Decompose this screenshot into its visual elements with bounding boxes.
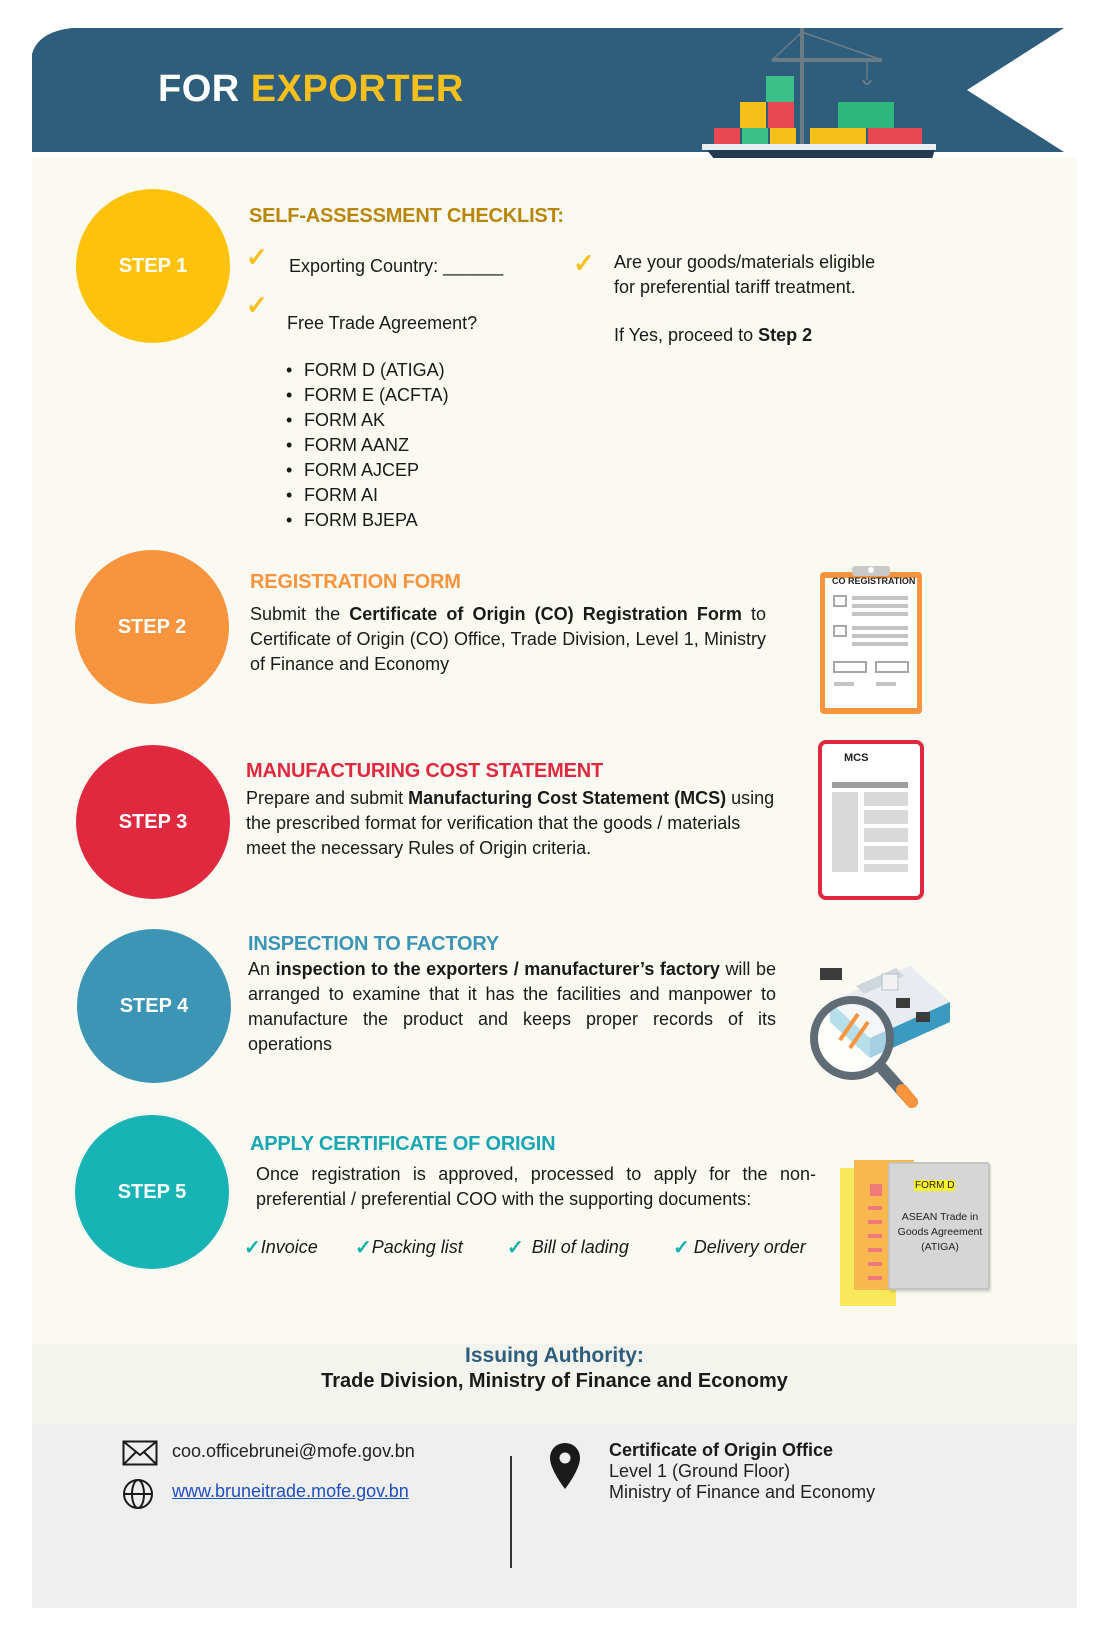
document-bill-of-lading: ✓ Bill of lading [507, 1237, 629, 1259]
mcs-label: MCS [844, 752, 869, 764]
factory-inspection-icon [800, 962, 956, 1114]
exporting-country-field: Exporting Country: ______ [289, 256, 504, 276]
step-1-title: SELF-ASSESSMENT CHECKLIST: [249, 205, 564, 227]
check-icon: ✓ [355, 1237, 372, 1259]
list-item: • FORM D (ATIGA) [286, 358, 449, 383]
form-d-icon [840, 1160, 990, 1306]
step-4-title: INSPECTION TO FACTORY [248, 933, 500, 955]
step-3-label: STEP 3 [118, 810, 188, 833]
check-icon: ✓ [507, 1237, 524, 1259]
office-title: Certificate of Origin Office [609, 1440, 834, 1460]
step-2-description: Submit the Certificate of Origin (CO) Registration Form to Certificate of Origin (CO) Office, Trade Division, Level 1, Ministry of Finance and Economy [250, 604, 766, 674]
globe-icon [122, 1478, 154, 1510]
step-3-title: MANUFACTURING COST STATEMENT [246, 760, 603, 782]
document-packing-list: ✓ Packing list [355, 1237, 463, 1259]
step-5-label: STEP 5 [117, 1180, 187, 1203]
contact-email[interactable]: coo.officebrunei@mofe.gov.bn [172, 1441, 415, 1461]
check-icon: ✓ [244, 1237, 261, 1259]
proceed-note: If Yes, proceed to Step 2 [614, 325, 813, 345]
step-4-circle [77, 929, 231, 1083]
website-link[interactable]: www.bruneitrade.mofe.gov.bn [172, 1481, 409, 1501]
step-4-description: An inspection to the exporters / manufacturer’s factory will be arranged to examine that it has the facilities and manpower to manufacture the product and keeps proper records of its operations [248, 959, 776, 1054]
location-pin-icon [550, 1443, 580, 1489]
fta-form-list [286, 358, 449, 533]
issuing-authority [0, 1344, 1109, 1393]
list-item: • FORM AK [286, 408, 449, 433]
step-2-label: STEP 2 [117, 615, 187, 638]
list-item: • FORM AJCEP [286, 458, 449, 483]
step-1-circle [76, 189, 230, 343]
step-2-circle [75, 550, 229, 704]
clipboard-label: CO REGISTRATION [832, 576, 916, 586]
form-d-tag: FORM D [915, 1180, 955, 1191]
envelope-icon [122, 1440, 158, 1466]
step-3-description: Prepare and submit Manufacturing Cost Statement (MCS) using the prescribed format for verification that the goods / materials meet the necessary Rules of Origin criteria. [246, 788, 775, 858]
step-2-title: REGISTRATION FORM [250, 571, 461, 593]
office-line: Level 1 (Ground Floor) [609, 1461, 791, 1481]
mcs-document-icon [818, 740, 924, 900]
step-5-circle [75, 1115, 229, 1269]
check-icon: ✓ [246, 290, 268, 320]
list-item: • FORM E (ACFTA) [286, 383, 449, 408]
clipboard-icon [818, 566, 924, 716]
eligibility-question [614, 250, 934, 300]
check-icon: ✓ [573, 248, 595, 278]
list-item: • FORM AI [286, 483, 449, 508]
issuing-authority-name: Trade Division, Ministry of Finance and Economy [321, 1370, 788, 1392]
step-1-label: STEP 1 [118, 254, 188, 277]
office-address [609, 1440, 875, 1503]
step-5-description: Once registration is approved, processed to apply for the non-preferential / preferential COO with the supporting documents: [256, 1164, 816, 1209]
eligibility-line: Are your goods/materials eligible [614, 252, 876, 272]
document-invoice: ✓ Invoice [244, 1237, 318, 1259]
document-delivery-order: ✓ Delivery order [673, 1237, 806, 1259]
footer-divider [510, 1456, 512, 1568]
office-line: Ministry of Finance and Economy [609, 1482, 876, 1502]
check-icon: ✓ [246, 242, 268, 272]
page-title: FOR EXPORTER [158, 68, 464, 110]
fta-question: Free Trade Agreement? [287, 313, 478, 333]
step-5-title: APPLY CERTIFICATE OF ORIGIN [250, 1133, 556, 1155]
list-item: • FORM BJEPA [286, 508, 449, 533]
form-d-text: ASEAN Trade in Goods Agreement (ATIGA) [897, 1211, 983, 1253]
eligibility-line: for preferential tariff treatment. [614, 277, 856, 297]
step-4-label: STEP 4 [119, 994, 189, 1017]
step-3-circle [76, 745, 230, 899]
list-item: • FORM AANZ [286, 433, 449, 458]
issuing-label: Issuing Authority: [465, 1344, 644, 1367]
check-icon: ✓ [673, 1237, 690, 1259]
